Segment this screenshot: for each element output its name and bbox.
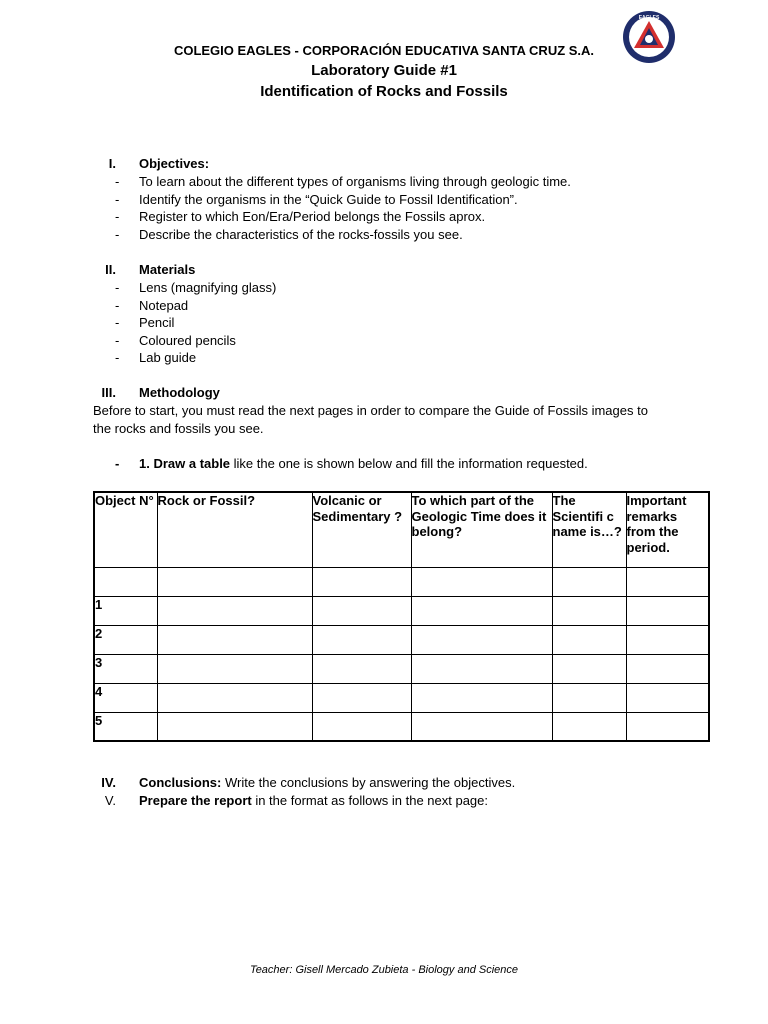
- table-row: [94, 625, 709, 654]
- material-item: Coloured pencils: [139, 332, 236, 348]
- table-row: [94, 567, 709, 596]
- row-number: 1: [94, 596, 157, 625]
- material-item: Lab guide: [139, 350, 197, 365]
- table-header-object: Object N°: [94, 492, 157, 567]
- section-title-conclusions: Conclusions:: [139, 775, 222, 790]
- footer-teacher: Teacher: Gisell Mercado Zubieta - Biology and Science: [249, 964, 518, 976]
- section-title-methodology: Methodology: [139, 385, 220, 400]
- row-number: 2: [94, 625, 157, 654]
- table-header-remarks: Important remarks from the period.: [626, 492, 709, 567]
- school-name: COLEGIO EAGLES - CORPORACIÓN EDUCATIVA SANTA CRUZ S.A.: [173, 43, 595, 58]
- table-row: [94, 596, 709, 625]
- report-text: in the format as follows in the next page:: [251, 793, 489, 808]
- conclusions-line: [139, 774, 515, 792]
- section-number: I.: [108, 156, 116, 171]
- section-number: V.: [104, 793, 116, 808]
- section-title-objectives: Objectives:: [139, 156, 210, 171]
- section-title-materials: Materials: [139, 262, 196, 277]
- row-number: [94, 567, 157, 596]
- table-header-rock-or-fossil: Rock or Fossil?: [157, 492, 312, 567]
- section-number: IV.: [101, 775, 116, 790]
- step-text: like the one is shown below and fill the information requested.: [230, 456, 588, 471]
- objective-item: Identify the organisms in the “Quick Guide to Fossil Identification”.: [139, 191, 518, 207]
- logo-text: EAGLES: [638, 15, 660, 21]
- material-item: Lens (magnifying glass): [139, 280, 277, 295]
- row-number: 3: [94, 654, 157, 683]
- section-number: II.: [105, 262, 116, 277]
- conclusions-text: Write the conclusions by answering the objectives.: [221, 775, 516, 790]
- material-item: Pencil: [139, 315, 175, 330]
- objective-item: Describe the characteristics of the rocks-fossils you see.: [139, 226, 463, 242]
- table-row: [94, 654, 709, 683]
- table-header-scientific-name: The Scientifi c name is…?: [552, 492, 626, 567]
- guide-title: Laboratory Guide #1: [311, 62, 457, 79]
- guide-subtitle: Identification of Rocks and Fossils: [260, 83, 508, 100]
- methodology-paragraph: Before to start, you must read the next pages in order to compare the Guide of Fossils images to the rocks and fossils you see.: [93, 403, 648, 436]
- material-item: Notepad: [139, 297, 189, 313]
- methodology-step: [139, 455, 588, 473]
- report-line: [139, 792, 488, 810]
- row-number: 4: [94, 683, 157, 712]
- table-header-geologic-time: To which part of the Geologic Time does it belong?: [411, 492, 552, 567]
- table-row: [94, 683, 709, 712]
- step-label: 1. Draw a table: [139, 456, 231, 471]
- section-title-report: Prepare the report: [139, 793, 252, 808]
- row-number: 5: [94, 712, 157, 741]
- section-number: III.: [101, 385, 116, 400]
- objective-item: Register to which Eon/Era/Period belongs the Fossils aprox.: [139, 209, 486, 224]
- objective-item: To learn about the different types of organisms living through geologic time.: [139, 174, 571, 189]
- table-header-volcanic: Volcanic or Sedimentary ?: [312, 492, 411, 567]
- fossil-table: [93, 491, 710, 742]
- school-logo: [622, 10, 676, 64]
- table-row: [94, 712, 709, 741]
